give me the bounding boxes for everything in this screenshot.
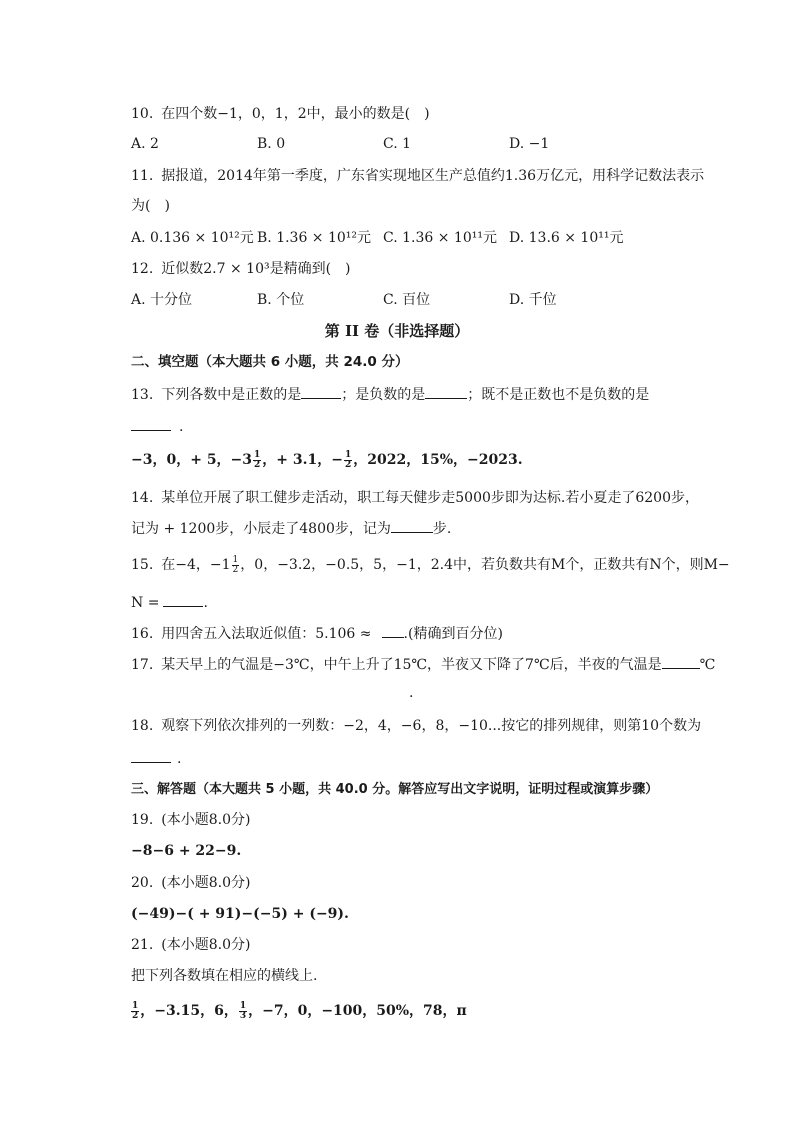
question-12-options: [131, 290, 691, 310]
question-19: [131, 810, 250, 830]
denominator: 2: [232, 564, 239, 575]
number-list: ，−7，0，−100，50%，78，π: [248, 1003, 467, 1019]
question-stem-line-2: 为( ): [131, 198, 170, 214]
question-number: 20.: [131, 875, 154, 891]
option-a: A. 十分位: [131, 292, 193, 308]
unit: ℃: [699, 657, 716, 673]
fraction: [131, 1002, 139, 1021]
option-d: D. −1: [509, 136, 550, 152]
answer-blank[interactable]: [391, 518, 433, 533]
sentence-end: .: [203, 595, 208, 611]
question-16: [131, 623, 503, 644]
fraction: [232, 556, 240, 575]
answer-blank[interactable]: [382, 623, 404, 638]
question-number: 11.: [131, 168, 154, 184]
fraction: [253, 451, 261, 470]
question-number: 12.: [131, 261, 154, 277]
question-number: 14.: [131, 490, 154, 506]
answer-blank[interactable]: [301, 384, 341, 399]
question-score: (本小题8.0分): [161, 812, 251, 828]
question-13-line-2: [131, 416, 183, 437]
answer-blank[interactable]: [131, 748, 171, 763]
question-17: [131, 654, 715, 675]
denominator: 3: [239, 1010, 247, 1021]
question-text: 某天早上的气温是−3℃，中午上升了15℃，半夜又下降了7℃后，半夜的气温是: [161, 657, 662, 673]
question-18: [131, 716, 701, 736]
option-a: A. 2: [131, 136, 159, 152]
answer-blank[interactable]: [131, 416, 171, 431]
question-text: .(精确到百分位): [403, 626, 503, 642]
answer-blank[interactable]: [425, 384, 467, 399]
question-text: ，0，−3.2，−0.5，5，−1，2.4中，若负数共有M个，正数共有N个，则M−: [240, 557, 730, 573]
number-list: ，+ 3.1，−: [262, 452, 343, 468]
denominator: 2: [345, 459, 352, 470]
question-11-line-2: [131, 196, 170, 216]
fraction: [344, 451, 352, 470]
question-10: [131, 104, 430, 124]
question-11-options: [131, 228, 691, 248]
question-text: 下列各数中是正数的是: [161, 387, 302, 403]
sentence-end: .: [177, 751, 182, 767]
section-header-fill-blank: 二、填空题（本大题共 6 小题，共 24.0 分）: [131, 354, 409, 370]
option-c: C. 1: [383, 136, 412, 152]
numerator: 1: [239, 1000, 247, 1011]
question-text: ；是负数的是: [341, 387, 426, 403]
option-b: B. 0: [257, 136, 286, 152]
option-b: B. 1.36 × 10¹²元: [257, 230, 372, 246]
question-10-options: [131, 134, 691, 154]
question-text: ；既不是正数也不是负数的是: [467, 387, 650, 403]
denominator: 2: [254, 459, 261, 470]
part-title: 第 II 卷（非选择题）: [324, 322, 470, 340]
question-number: 21.: [131, 937, 154, 953]
question-20-expression: (−49)−( + 91)−(−5) + (−9).: [131, 906, 349, 922]
question-15: [131, 555, 730, 575]
denominator: 2: [132, 1010, 139, 1021]
number-list: −3，0，+ 5，−3: [131, 452, 253, 468]
option-d: D. 千位: [509, 292, 557, 308]
question-number: 10.: [131, 106, 154, 122]
question-17-end: .: [409, 685, 414, 701]
question-18-line-2: [131, 748, 181, 769]
number-list: ，2022，15%，−2023.: [353, 452, 523, 468]
question-21: [131, 935, 250, 955]
question-number: 17.: [131, 657, 154, 673]
question-stem-line-1: 据报道，2014年第一季度，广东省实现地区生产总值约1.36万亿元，用科学记数法表示: [161, 168, 705, 184]
numerator: 1: [232, 554, 239, 565]
question-stem: 在四个数−1，0，1，2中，最小的数是( ): [161, 106, 430, 122]
option-a: A. 0.136 × 10¹²元: [131, 230, 254, 246]
question-11: [131, 166, 704, 186]
question-stem: 近似数2.7 × 10³是精确到( ): [161, 261, 351, 277]
question-text: 观察下列依次排列的一列数：−2，4，−6，8，−10...按它的排列规律，则第10个数为: [161, 718, 702, 734]
question-15-line-2: [131, 592, 208, 613]
question-score: (本小题8.0分): [161, 937, 251, 953]
sentence-end: .: [179, 419, 184, 435]
question-20: [131, 873, 250, 893]
question-21-numbers: [131, 1001, 467, 1021]
option-c: C. 1.36 × 10¹¹元: [383, 230, 497, 246]
question-13-numbers: [131, 450, 523, 470]
answer-blank[interactable]: [163, 592, 203, 607]
numerator: 1: [254, 449, 261, 460]
question-text-line-1: 某单位开展了职工健步走活动，职工每天健步走5000步即为达标.若小夏走了6200步，: [161, 490, 699, 506]
question-14-line-2: [131, 518, 451, 539]
question-number: 16.: [131, 626, 154, 642]
question-text: 记为 + 1200步，小辰走了4800步，记为: [131, 521, 391, 537]
question-text: 步.: [432, 521, 452, 537]
question-number: 19.: [131, 812, 154, 828]
question-number: 13.: [131, 387, 154, 403]
question-text: 用四舍五入法取近似值：5.106 ≈: [161, 626, 372, 642]
question-text: 在−4，−1: [161, 557, 231, 573]
option-c: C. 百位: [383, 292, 431, 308]
question-score: (本小题8.0分): [161, 875, 251, 891]
question-12: [131, 259, 351, 279]
section-header-solve: 三、解答题（本大题共 5 小题，共 40.0 分。解答应写出文字说明，证明过程或演算步骤）: [131, 782, 659, 797]
question-text: N =: [131, 595, 160, 611]
question-14: [131, 488, 699, 508]
question-21-instruction: 把下列各数填在相应的横线上.: [131, 968, 318, 984]
answer-blank[interactable]: [662, 654, 700, 669]
option-d: D. 13.6 × 10¹¹元: [509, 230, 624, 246]
question-13: [131, 384, 649, 405]
question-19-expression: −8−6 + 22−9.: [131, 843, 242, 859]
numerator: 1: [132, 1000, 139, 1011]
number-list: ，−3.15，6，: [140, 1003, 238, 1019]
option-b: B. 个位: [257, 292, 305, 308]
numerator: 1: [345, 449, 352, 460]
question-number: 18.: [131, 718, 154, 734]
fraction: [239, 1002, 247, 1021]
question-number: 15.: [131, 557, 154, 573]
